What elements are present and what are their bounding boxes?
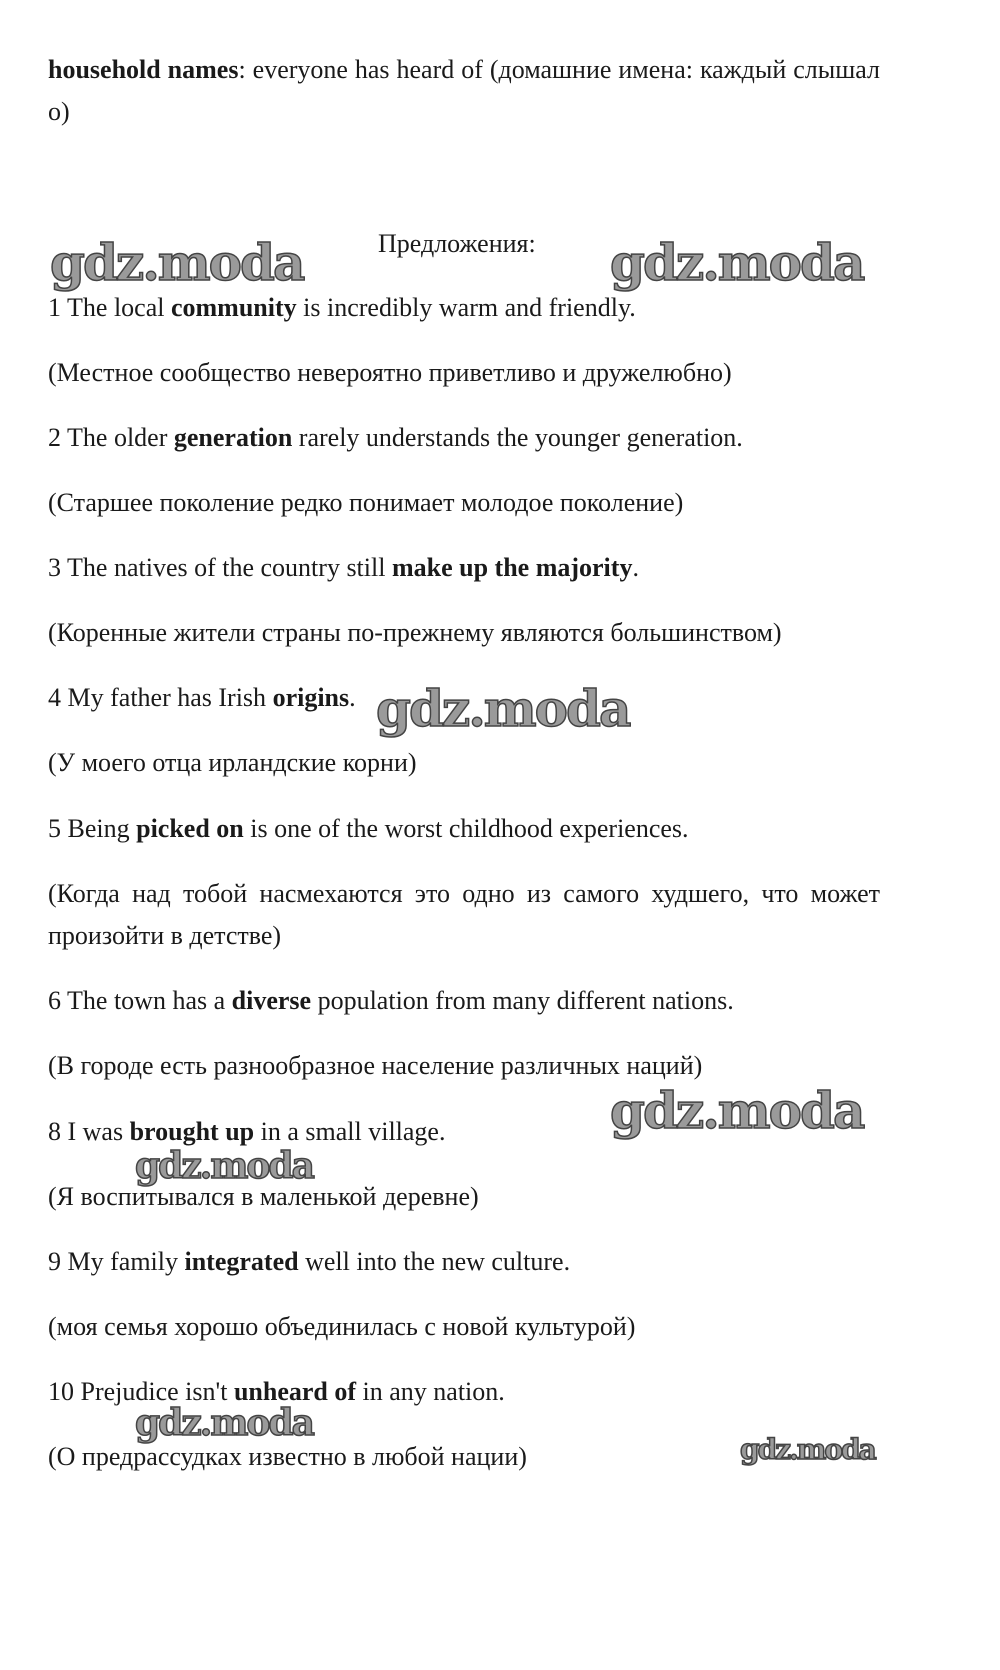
sentence (48, 677, 356, 719)
key-phrase: origins (272, 683, 350, 712)
section-heading: Предложения: (378, 229, 536, 258)
sentence-text: 4 My father has Irish (48, 683, 273, 712)
translation: (О предрассудках известно в любой нации) (48, 1442, 527, 1471)
sentence-text: 5 Being (48, 814, 137, 843)
watermark-logo: gdz.moda (50, 233, 304, 292)
translation: (Старшее поколение редко понимает молодое поколение) (48, 488, 684, 517)
key-phrase: picked on (136, 814, 244, 843)
sentence-text: 2 The older (48, 423, 174, 452)
sentence-text: . (632, 553, 639, 582)
sentence-text: 8 I was (48, 1117, 130, 1146)
intro-text: : everyone has heard of (домашние имена: каждый слышал о) (48, 55, 881, 126)
translation: (Я воспитывался в маленькой деревне) (48, 1182, 479, 1211)
translation: (Местное сообщество невероятно приветливо и дружелюбно) (48, 358, 732, 387)
watermark-logo: gdz.moda (376, 679, 630, 738)
sentence-text: well into the new culture. (298, 1247, 571, 1276)
sentence (48, 547, 639, 589)
sentence (48, 287, 636, 329)
key-phrase: make up the majority (391, 553, 633, 582)
key-phrase: integrated (184, 1247, 299, 1276)
key-phrase: generation (173, 423, 293, 452)
sentence-text: . (349, 683, 356, 712)
sentence-text: is one of the worst childhood experiences. (243, 814, 689, 843)
sentence-text: 3 The natives of the country still (48, 553, 392, 582)
sentence-text: 1 The local (48, 293, 171, 322)
watermark-logo: gdz.moda (610, 1081, 864, 1140)
translation: (Когда над тобой насмехаются это одно из самого худшего, что может произойти в детстве) (48, 879, 880, 950)
sentence-text: 10 Prejudice isn't (48, 1377, 234, 1406)
sentence (48, 808, 689, 850)
key-phrase: community (170, 293, 297, 322)
sentence-text: is incredibly warm and friendly. (296, 293, 636, 322)
sentence-text: 9 My family (48, 1247, 185, 1276)
key-phrase: unheard of (233, 1377, 357, 1406)
watermark-logo: gdz.moda (740, 1433, 875, 1466)
watermark-logo: gdz.moda (135, 1145, 313, 1187)
key-phrase: diverse (231, 986, 312, 1015)
sentence-text: in any nation. (356, 1377, 505, 1406)
translation: (В городе есть разнообразное население различных наций) (48, 1051, 703, 1080)
watermark-logo: gdz.moda (135, 1402, 313, 1444)
sentence (48, 1241, 570, 1283)
key-phrase: brought up (129, 1117, 255, 1146)
sentence-text: in a small village. (254, 1117, 446, 1146)
translation: (Коренные жители страны по-прежнему являются большинством) (48, 618, 782, 647)
sentence (48, 417, 743, 459)
sentence-text: 6 The town has a (48, 986, 232, 1015)
translation: (У моего отца ирландские корни) (48, 748, 417, 777)
sentence-text: rarely understands the younger generation. (292, 423, 743, 452)
sentence (48, 980, 734, 1022)
intro-term: household names (48, 55, 239, 84)
sentence-text: population from many different nations. (311, 986, 734, 1015)
watermark-logo: gdz.moda (610, 233, 864, 292)
intro-paragraph (48, 49, 880, 133)
translation: (моя семья хорошо объединилась с новой культурой) (48, 1312, 636, 1341)
